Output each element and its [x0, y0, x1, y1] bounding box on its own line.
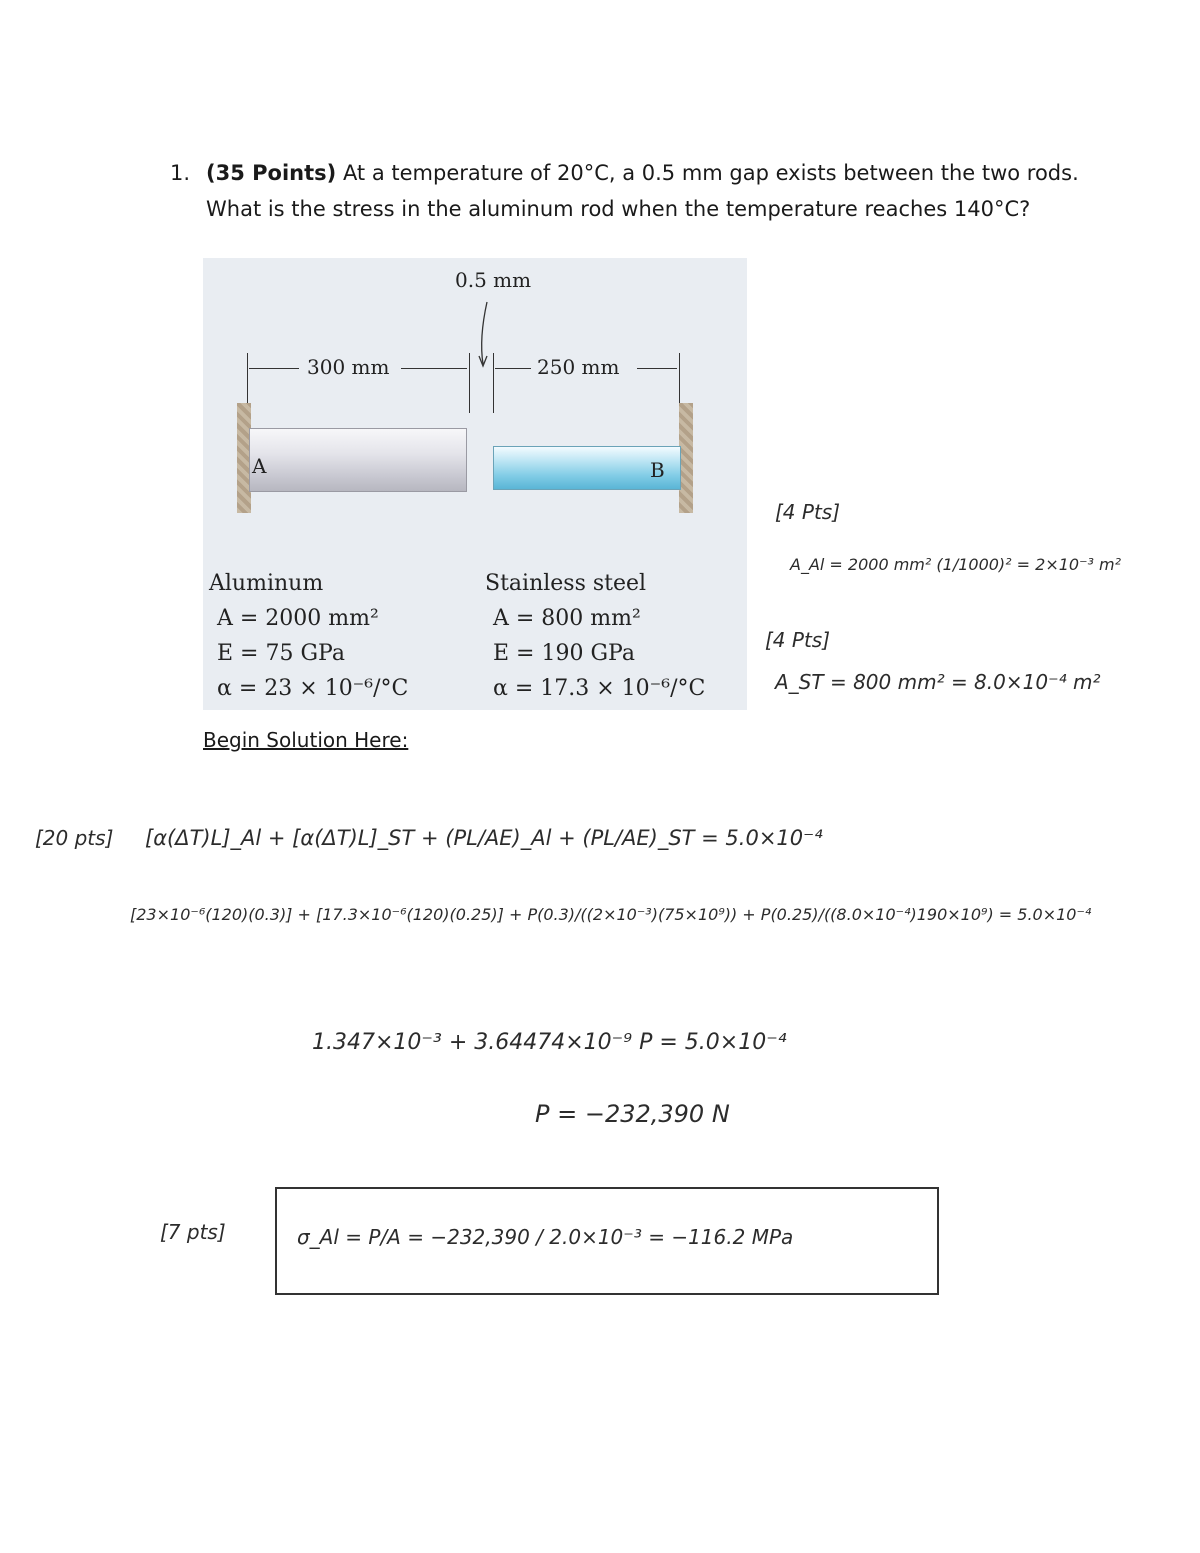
point-a-label: A: [252, 454, 267, 478]
points-stress: [7 pts]: [160, 1220, 226, 1244]
simplified-equation: 1.347×10⁻³ + 3.64474×10⁻⁹ P = 5.0×10⁻⁴: [312, 1030, 787, 1055]
stress-calc: σ_Al = P/A = −232,390 / 2.0×10⁻³ = −116.2 MPa: [297, 1225, 794, 1249]
right-wall: [679, 403, 693, 513]
substitution-equation: [23×10⁻⁶(120)(0.3)] + [17.3×10⁻⁶(120)(0.25)] + P(0.3)/((2×10⁻³)(75×10⁹)) + P(0.25)/((8.0×10⁻⁴)190×10⁹) = 5.0×10⁻⁴: [130, 905, 1092, 924]
aluminum-area: A = 2000 mm²: [217, 606, 379, 631]
points-area-st: [4 Pts]: [765, 628, 831, 652]
area-st-calc: A_ST = 800 mm² = 8.0×10⁻⁴ m²: [775, 670, 1101, 694]
aluminum-alpha: α = 23 × 10⁻⁶/°C: [217, 676, 409, 701]
points-area-al: [4 Pts]: [775, 500, 841, 524]
problem-text-2: What is the stress in the aluminum rod when the temperature reaches 140°C?: [206, 197, 1031, 221]
points-equation: [20 pts]: [35, 826, 114, 850]
problem-number: 1.: [170, 161, 191, 185]
problem-points: (35 Points): [206, 161, 337, 185]
begin-solution-label: Begin Solution Here:: [203, 728, 409, 752]
aluminum-modulus: E = 75 GPa: [217, 641, 345, 666]
problem-line-1: [170, 155, 1090, 191]
length-al-label: 300 mm: [307, 355, 390, 379]
steel-modulus: E = 190 GPa: [493, 641, 635, 666]
dim-tick-mid-right: [493, 353, 494, 413]
aluminum-properties: [209, 566, 408, 706]
area-al-calc: A_Al = 2000 mm² (1/1000)² = 2×10⁻³ m²: [790, 555, 1122, 574]
dim-line-al-right: [401, 368, 467, 369]
dim-line-st-left: [495, 368, 531, 369]
steel-title: Stainless steel: [485, 571, 647, 596]
rod-figure: [203, 258, 747, 710]
aluminum-rod: [249, 428, 467, 492]
dim-tick-mid-left: [469, 353, 470, 413]
dim-line-st-right: [637, 368, 677, 369]
gap-label: 0.5 mm: [455, 268, 532, 292]
gap-leader-line: [473, 298, 503, 368]
problem-text-1: At a temperature of 20°C, a 0.5 mm gap exists between the two rods.: [342, 161, 1079, 185]
point-b-label: B: [650, 458, 665, 482]
steel-alpha: α = 17.3 × 10⁻⁶/°C: [493, 676, 706, 701]
aluminum-title: Aluminum: [209, 571, 324, 596]
compatibility-equation: [α(ΔT)L]_Al + [α(ΔT)L]_ST + (PL/AE)_Al + (PL/AE)_ST = 5.0×10⁻⁴: [145, 826, 823, 850]
force-result: P = −232,390 N: [535, 1100, 730, 1128]
dim-line-al-left: [249, 368, 299, 369]
steel-properties: [485, 566, 705, 706]
problem-statement: [170, 155, 1090, 227]
steel-area: A = 800 mm²: [493, 606, 641, 631]
answer-box: [275, 1187, 939, 1295]
length-st-label: 250 mm: [537, 355, 620, 379]
